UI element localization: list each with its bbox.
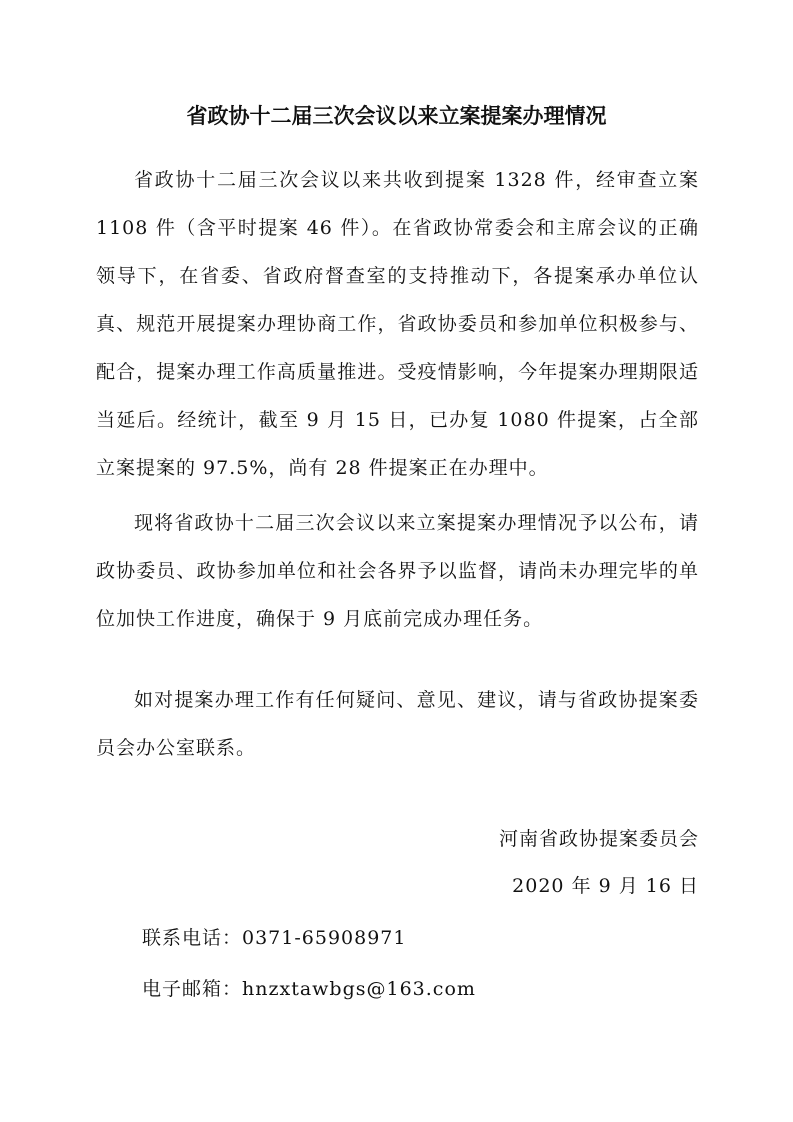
contact-phone: 联系电话：0371-65908971 bbox=[142, 927, 407, 949]
signature-organization: 河南省政协提案委员会 bbox=[498, 828, 699, 850]
document-title: 省政协十二届三次会议以来立案提案办理情况 bbox=[186, 103, 607, 128]
body-paragraph-3: 如对提案办理工作有任何疑问、意见、建议，请与省政协提案委员会办公室联系。 bbox=[96, 689, 699, 759]
body-paragraph-2: 现将省政协十二届三次会议以来立案提案办理情况予以公布，请政协委员、政协参加单位和社会各界予以监督，请尚未办理完毕的单位加快工作进度，确保于 9 月底前完成办理任务。 bbox=[96, 512, 699, 630]
contact-email: 电子邮箱：hnzxtawbgs@163.com bbox=[142, 978, 476, 1000]
body-paragraph-1: 省政协十二届三次会议以来共收到提案 1328 件，经审查立案 1108 件（含平时提案 46 件）。在省政协常委会和主席会议的正确领导下，在省委、省政府督查室的支持推动下，各提案承办单位认真、规范开展提案办理协商工作，省政协委员和参加单位积极参与、配合，提案办理工作高质量推进。受疫情影响，今年提案办理期限适当延后。经统计，截至 9 月 15 日，已办复 1080 件提案，占全部立案提案的 97.5%，尚有 28 件提案正在办理中。 bbox=[96, 169, 699, 479]
signature-date: 2020 年 9 月 16 日 bbox=[512, 875, 699, 897]
